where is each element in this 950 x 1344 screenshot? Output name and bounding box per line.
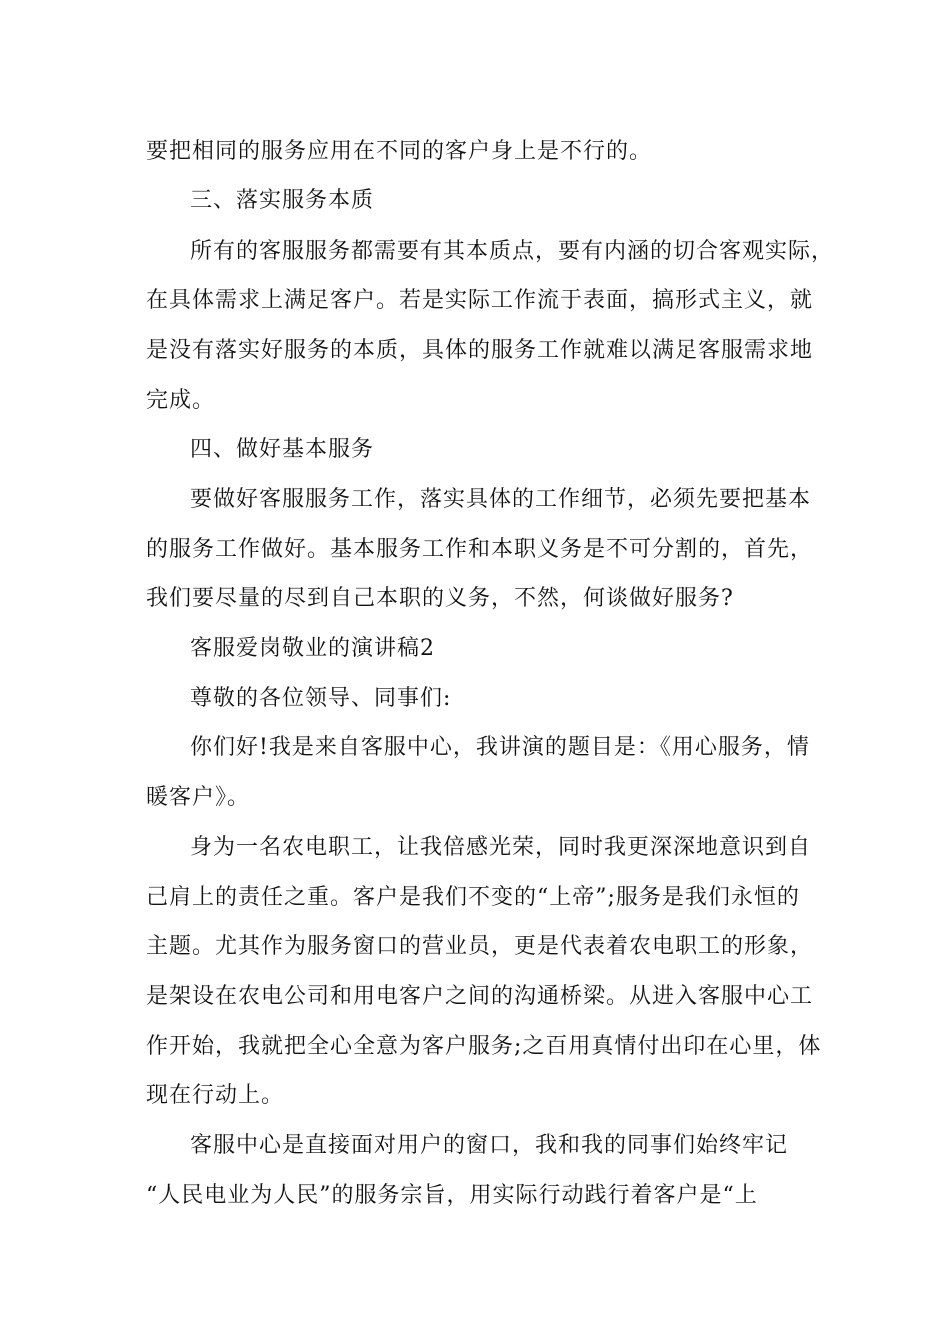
body-text-line: 作开始，我就把全心全意为客户服务;之百用真情付出印在心里，体 bbox=[146, 1034, 822, 1059]
body-text-line: 暖客户》。 bbox=[146, 785, 251, 810]
body-text-line: 是没有落实好服务的本质，具体的服务工作就难以满足客服需求地 bbox=[146, 338, 814, 363]
salutation: 尊敬的各位领导、同事们: bbox=[190, 686, 452, 711]
section-heading: 三、落实服务本质 bbox=[190, 188, 375, 213]
body-text-line: 的服务工作做好。基本服务工作和本职义务是不可分割的，首先， bbox=[146, 537, 814, 562]
body-text-line: 己肩上的责任之重。客户是我们不变的“上帝”;服务是我们永恒的 bbox=[146, 885, 800, 910]
section-heading: 四、做好基本服务 bbox=[190, 437, 375, 462]
body-text-line: 你们好!我是来自客服中心，我讲演的题目是：《用心服务，情 bbox=[190, 735, 810, 760]
body-text-line: 要把相同的服务应用在不同的客户身上是不行的。 bbox=[146, 139, 653, 164]
body-text-line: 客服中心是直接面对用户的窗口，我和我的同事们始终牢记 bbox=[190, 1133, 789, 1158]
body-text-line: 要做好客服服务工作，落实具体的工作细节，必须先要把基本 bbox=[190, 487, 812, 512]
body-text-line: 所有的客服服务都需要有其本质点，要有内涵的切合客观实际， bbox=[190, 239, 835, 264]
body-text-line: 我们要尽量的尽到自己本职的义务，不然，何谈做好服务? bbox=[146, 586, 734, 611]
body-text-line: “人民电业为人民”的服务宗旨，用实际行动践行着客户是“上 bbox=[146, 1183, 758, 1208]
body-text-line: 身为一名农电职工，让我倍感光荣，同时我更深深地意识到自 bbox=[190, 835, 812, 860]
speech-title: 客服爱岗敬业的演讲稿2 bbox=[190, 636, 435, 661]
body-text-line: 主题。尤其作为服务窗口的营业员，更是代表着农电职工的形象， bbox=[146, 934, 814, 959]
body-text-line: 完成。 bbox=[146, 388, 216, 413]
body-text-line: 是架设在农电公司和用电客户之间的沟通桥梁。从进入客服中心工 bbox=[146, 984, 814, 1009]
body-text-line: 在具体需求上满足客户。若是实际工作流于表面，搞形式主义，就 bbox=[146, 288, 814, 313]
body-text-line: 现在行动上。 bbox=[146, 1083, 285, 1108]
